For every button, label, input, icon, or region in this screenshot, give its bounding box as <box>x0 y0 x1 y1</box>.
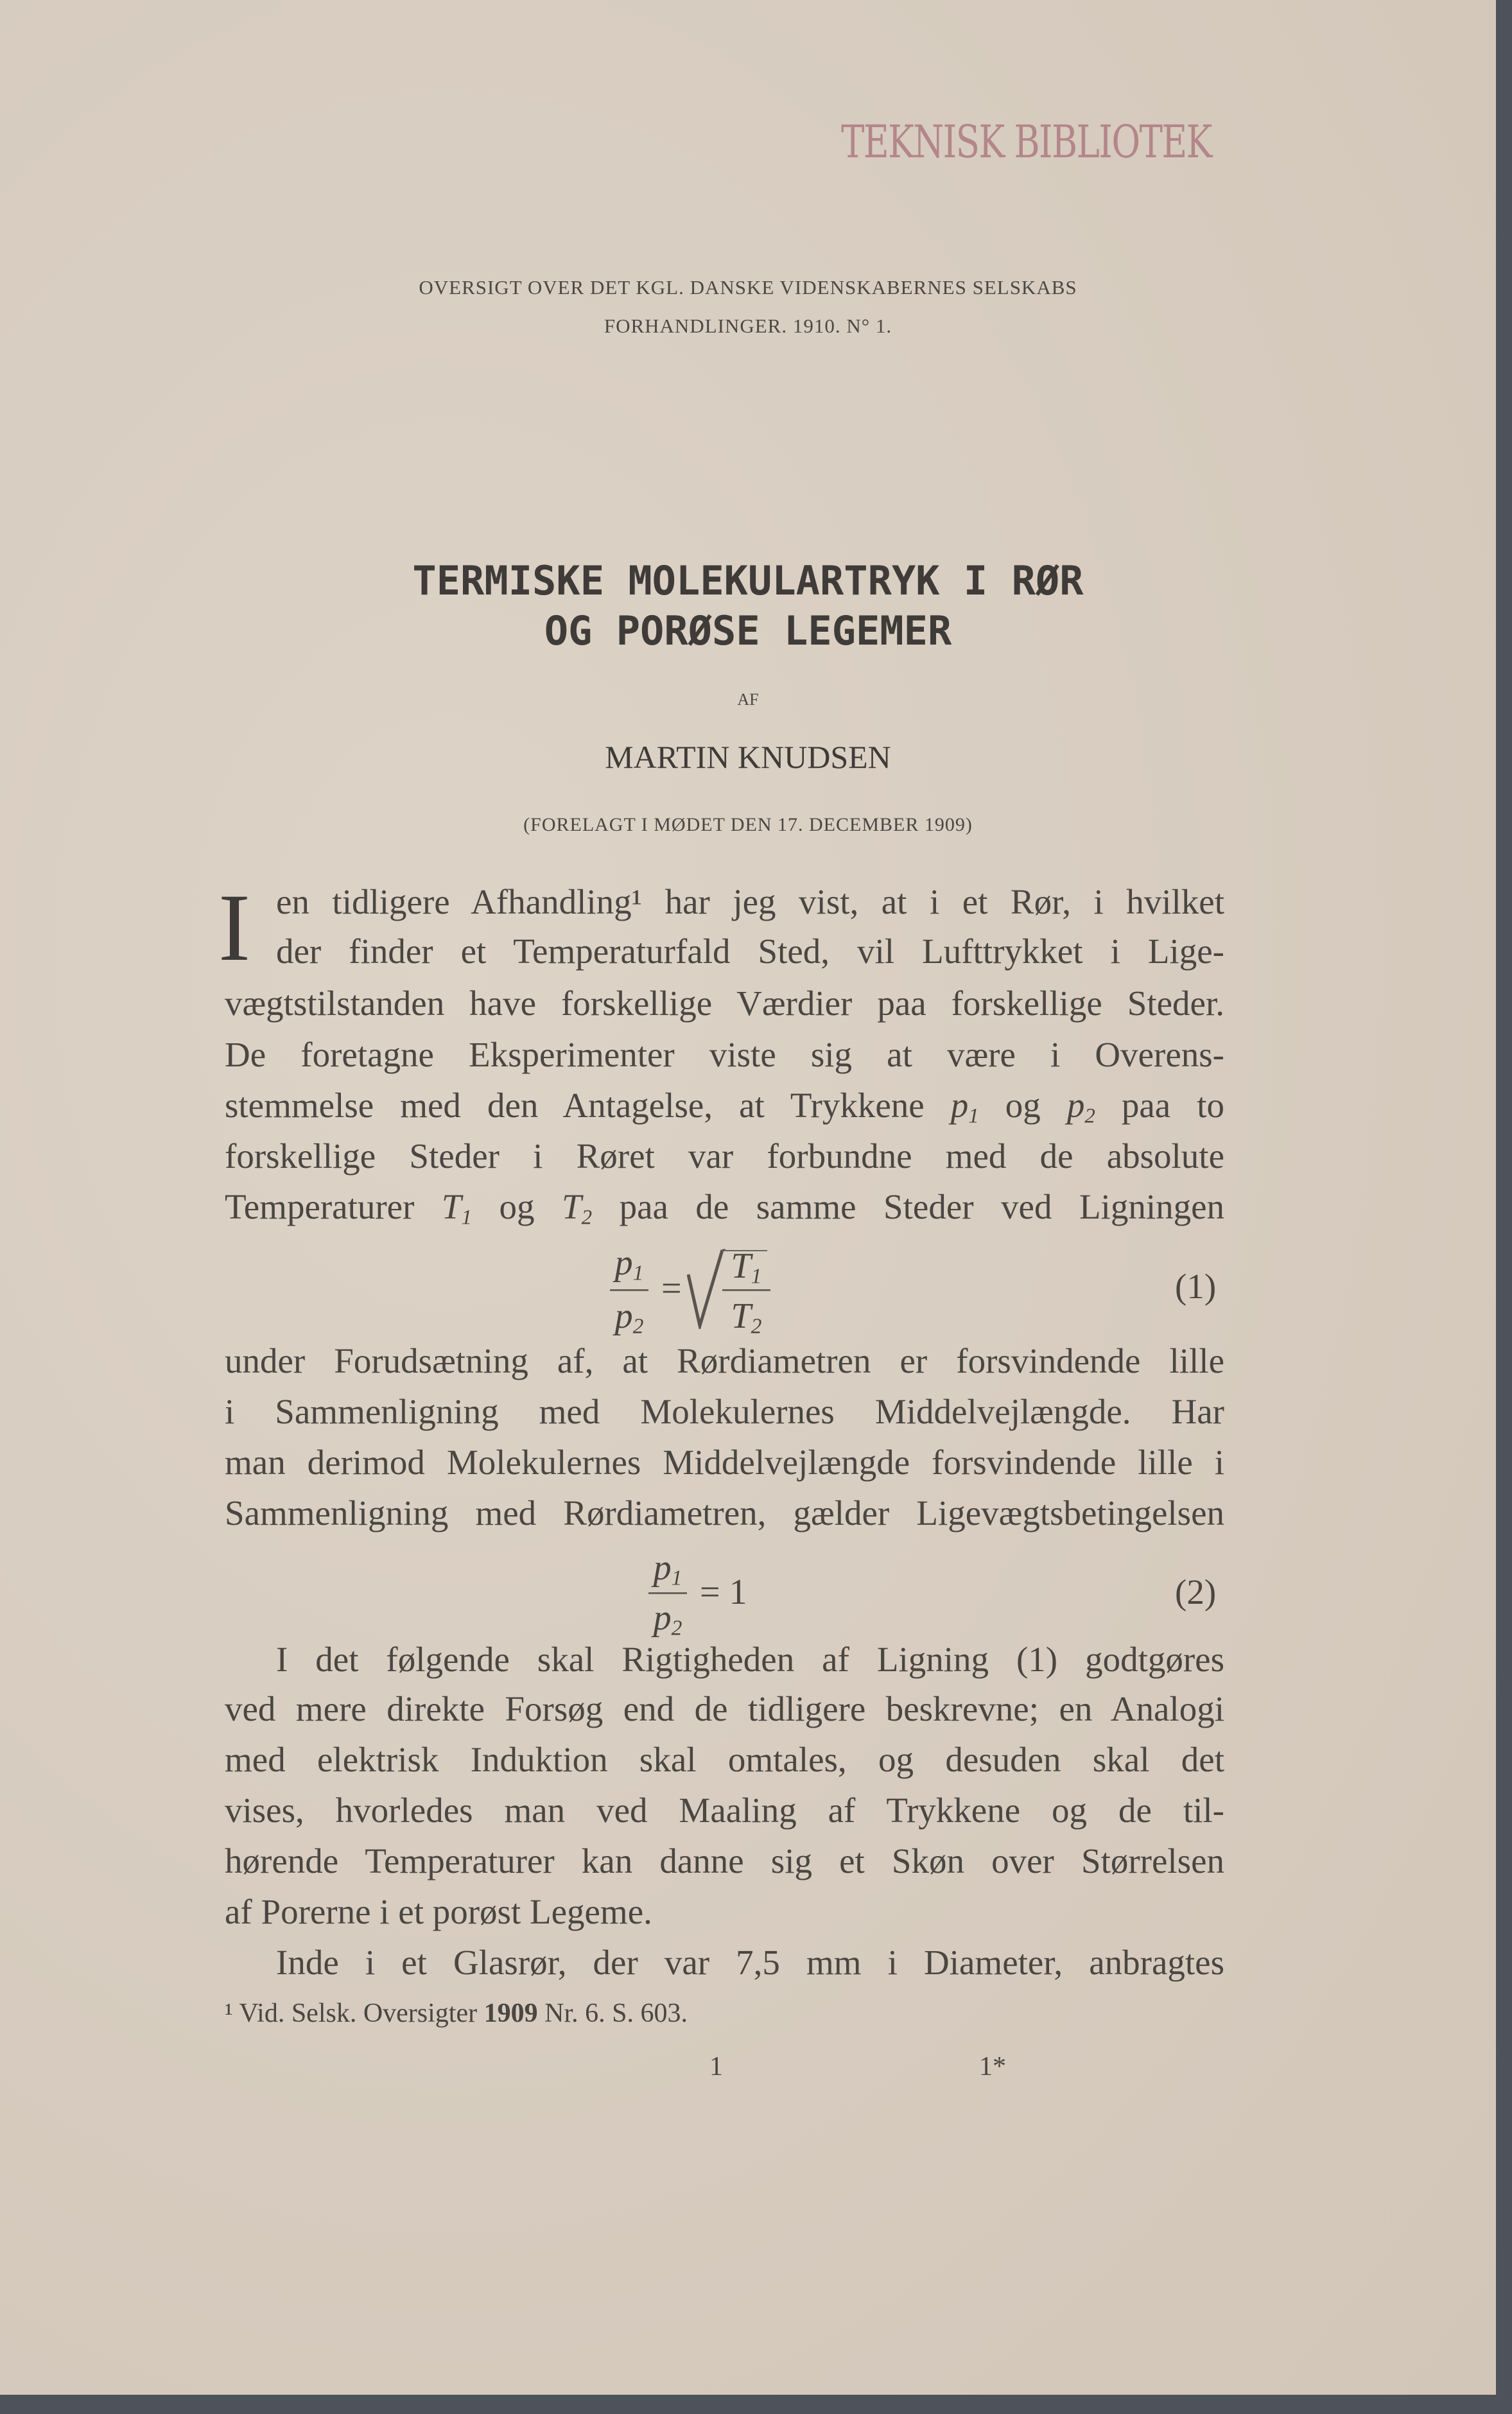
body-line: hørende Temperaturer kan danne sig et Skøn over Størrelsen <box>225 1841 1224 1880</box>
journal-header-line1: OVERSIGT OVER DET KGL. DANSKE VIDENSKABERNES SELSKABS <box>419 276 1077 299</box>
body-line: af Porerne i et porøst Legeme. <box>225 1892 652 1931</box>
body-line: Temperaturer $T_1$ og $T_2$ paa de samme Steder ved Ligningen <box>225 1187 1225 1229</box>
body-line: vises, hvorledes man ved Maaling af Trykkene og de til- <box>225 1791 1224 1830</box>
body-line: man derimod Molekulernes Middelvejlængde forsvindende lille i <box>225 1443 1224 1482</box>
body-line: ved mere direkte Forsøg end de tidligere beskrevne; en Analogi <box>225 1689 1224 1728</box>
equation-number: (2) <box>1175 1572 1217 1611</box>
body-line: med elektrisk Induktion skal omtales, og desuden skal det <box>225 1740 1224 1779</box>
equation-number: (1) <box>1175 1267 1217 1306</box>
body-line: Sammenligning med Rørdiametren, gælder Ligevægtsbetingelsen <box>225 1493 1224 1533</box>
body-line: stemmelse med den Antagelse, at Trykkene $p_1$ og $p_2$ paa to <box>225 1086 1225 1128</box>
signature-mark: 1* <box>979 2052 1006 2081</box>
document-page: TEKNISK BIBLIOTEK OVERSIGT OVER DET KGL. DANSKE VIDENSKABERNES SELSKABS FORHANDLINGER. 1910. N° 1. TERMISKE MOLEKULARTRYK I RØR OG PORØSE LEGEMER AF MARTIN KNUDSEN (FORELAGT I MØDET DEN 17. DECEMBER 1909) I en tidligere Afhandling¹ har jeg vist, at i et Rør, i hvilket der finder et Temperaturfald Sted, vil Lufttrykket i Lige- vægtstilstanden have forskellige Værdier paa forskellige Steder. De foretagne Eksperimenter viste sig at være i Overens- stemmelse med den Antagelse, at Trykkene $p_1$ og $p_2$ paa to forskellige Steder i Røret var forbundne med de absolute Temperaturer $T_1$ og $T_2$ paa de samme Steder ved Ligningen $p_1$ $p_2$ = $T_1$ $T_2$ (1) under Forudsætning af, at Rørdiametren er forsvindende lille i Sammenligning med Molekulernes Middelvejlængde. Har man derimod Molekulernes Middelvejlængde forsvindende lille i Sammenligning med Rørdiametren, gælder Ligevægtsbetingelsen $p_1$ $p_2$ = 1 (2) I det følgende skal Rigtigheden af Ligning (1) godtgøres ved mere direkte Forsøg end de tidligere beskrevne; en Analogi med elektrisk Induktion skal omtales, og desuden skal det vises, hvorledes man ved Maaling af Trykkene og de til- hørende Temperaturer kan danne sig et Skøn over Størrelsen af Porerne i et porøst Legeme. Inde i et Glasrør, der var 7,5 mm i Diameter, anbragtes ¹ Vid. Selsk. Oversigter 1909 Nr. 6. S. 603. 1 1* <box>0 0 1496 2395</box>
footnote: ¹ Vid. Selsk. Oversigter 1909 Nr. 6. S. 603. <box>225 1999 688 2028</box>
square-root-sign <box>687 1249 726 1329</box>
body-line: vægtstilstanden have forskellige Værdier paa forskellige Steder. <box>225 984 1224 1023</box>
by-label: AF <box>737 690 759 709</box>
body-line: under Forudsætning af, at Rørdiametren er forsvindende lille <box>225 1341 1224 1380</box>
body-line: en tidligere Afhandling¹ har jeg vist, at i et Rør, i hvilket <box>276 882 1224 921</box>
body-line: forskellige Steder i Røret var forbundne med de absolute <box>225 1136 1224 1176</box>
journal-header-line2: FORHANDLINGER. 1910. N° 1. <box>604 315 892 337</box>
body-line: Inde i et Glasrør, der var 7,5 mm i Diameter, anbragtes <box>276 1943 1224 1982</box>
article-title-line1: TERMISKE MOLEKULARTRYK I RØR <box>412 557 1084 604</box>
presented-date: (FORELAGT I MØDET DEN 17. DECEMBER 1909) <box>523 814 973 835</box>
drop-cap: I <box>218 874 250 981</box>
body-line: i Sammenligning med Molekulernes Middelvejlængde. Har <box>225 1392 1224 1431</box>
page-number: 1 <box>709 2052 723 2081</box>
body-line: I det følgende skal Rigtigheden af Ligning (1) godtgøres <box>276 1640 1224 1679</box>
article-title-line2: OG PORØSE LEGEMER <box>544 607 952 654</box>
author-name: MARTIN KNUDSEN <box>605 739 891 775</box>
body-line: De foretagne Eksperimenter viste sig at være i Overens- <box>225 1035 1224 1074</box>
library-stamp: TEKNISK BIBLIOTEK <box>841 116 1212 168</box>
body-line: der finder et Temperaturfald Sted, vil Lufttrykket i Lige- <box>276 932 1224 971</box>
